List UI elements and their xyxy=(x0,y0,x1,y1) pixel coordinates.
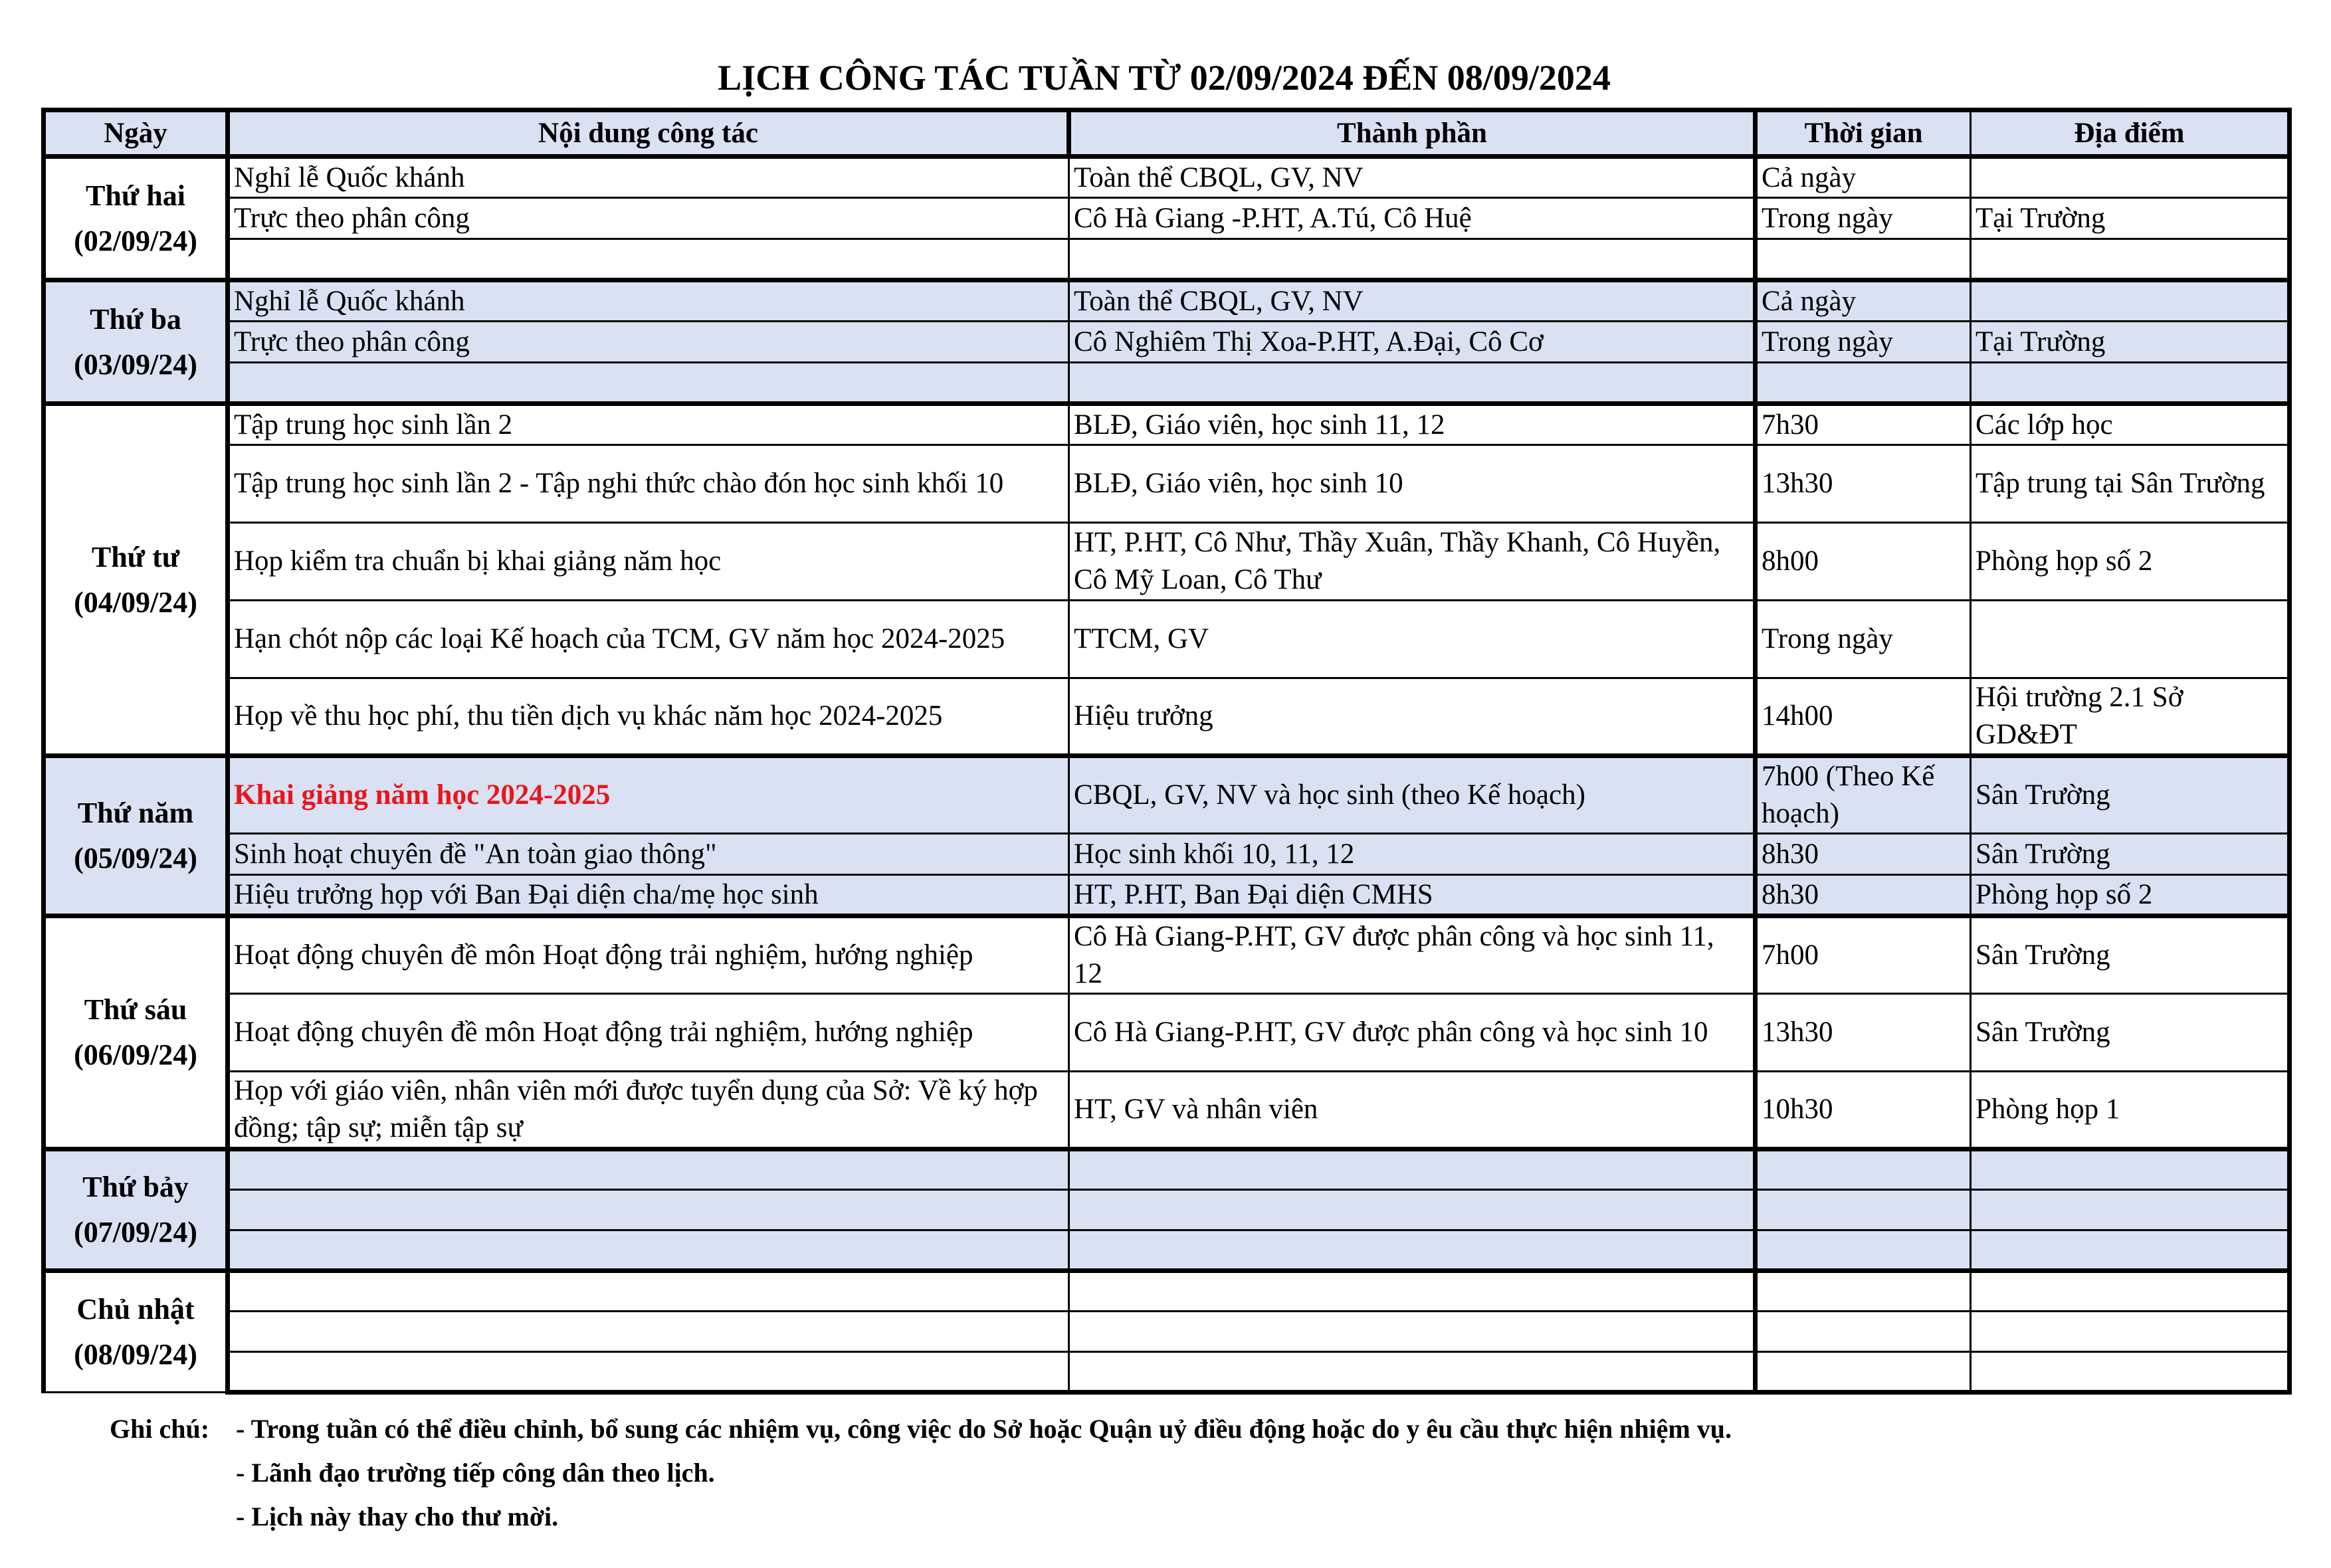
table-row xyxy=(44,239,2290,280)
table-row xyxy=(44,445,2290,523)
participants-cell: HT, GV và nhân viên xyxy=(1069,1072,1756,1149)
participants-cell: HT, P.HT, Cô Như, Thầy Xuân, Thầy Khanh, Cô Huyền, Cô Mỹ Loan, Cô Thư xyxy=(1069,523,1756,601)
content-cell xyxy=(228,1190,1069,1230)
participants-cell xyxy=(1069,1190,1756,1230)
location-cell: Phòng họp số 2 xyxy=(1971,523,2290,601)
day-group-sunday xyxy=(44,1271,2290,1393)
time-cell xyxy=(1756,1230,1971,1271)
day-cell xyxy=(44,280,228,404)
table-row xyxy=(44,198,2290,239)
table-row xyxy=(44,1072,2290,1149)
participants-cell: TTCM, GV xyxy=(1069,601,1756,678)
participants-cell: Toàn thể CBQL, GV, NV xyxy=(1069,280,1756,322)
note-item: - Trong tuần có thể điều chỉnh, bổ sung các nhiệm vụ, công việc do Sở hoặc Quận uỷ điều động hoặc do y êu cầu thực hiện nhiệm vụ. xyxy=(236,1414,1732,1444)
header-day: Ngày xyxy=(44,110,228,157)
content-cell: Trực theo phân công xyxy=(228,322,1069,363)
day-date: (05/09/24) xyxy=(74,842,197,874)
time-cell xyxy=(1756,239,1971,280)
location-cell: Sân Trường xyxy=(1971,916,2290,994)
day-cell xyxy=(44,157,228,280)
weekly-schedule-table xyxy=(41,108,2292,1395)
time-cell: Cả ngày xyxy=(1756,280,1971,322)
content-cell: Tập trung học sinh lần 2 xyxy=(228,404,1069,445)
table-row xyxy=(44,678,2290,756)
location-cell xyxy=(1971,239,2290,280)
table-row xyxy=(44,523,2290,601)
table-row xyxy=(44,363,2290,404)
day-group-friday xyxy=(44,916,2290,1149)
table-row xyxy=(44,756,2290,834)
day-date: (07/09/24) xyxy=(74,1216,197,1248)
content-cell: Nghỉ lễ Quốc khánh xyxy=(228,157,1069,198)
table-row xyxy=(44,601,2290,678)
participants-cell: Hiệu trưởng xyxy=(1069,678,1756,756)
content-cell xyxy=(228,1271,1069,1312)
participants-cell xyxy=(1069,363,1756,404)
content-cell-highlighted: Khai giảng năm học 2024-2025 xyxy=(228,756,1069,834)
participants-cell xyxy=(1069,239,1756,280)
content-cell xyxy=(228,239,1069,280)
participants-cell: CBQL, GV, NV và học sinh (theo Kế hoạch) xyxy=(1069,756,1756,834)
participants-cell: Cô Nghiêm Thị Xoa-P.HT, A.Đại, Cô Cơ xyxy=(1069,322,1756,363)
notes-label-wrap xyxy=(110,1407,229,1451)
location-cell: Phòng họp số 2 xyxy=(1971,875,2290,916)
day-cell xyxy=(44,1271,228,1393)
content-cell: Hạn chót nộp các loại Kế hoạch của TCM, GV năm học 2024-2025 xyxy=(228,601,1069,678)
day-name: Thứ tư xyxy=(91,540,180,573)
day-name: Chủ nhật xyxy=(76,1293,195,1325)
table-row xyxy=(44,834,2290,875)
location-cell: Tập trung tại Sân Trường xyxy=(1971,445,2290,523)
location-cell: Sân Trường xyxy=(1971,994,2290,1072)
note-item: - Lịch này thay cho thư mời. xyxy=(236,1502,559,1531)
table-row xyxy=(44,322,2290,363)
day-date: (08/09/24) xyxy=(74,1338,197,1371)
day-name: Thứ hai xyxy=(86,179,185,212)
participants-cell: Cô Hà Giang-P.HT, GV được phân công và học sinh 10 xyxy=(1069,994,1756,1072)
day-group-monday xyxy=(44,157,2290,280)
time-cell: 13h30 xyxy=(1756,994,1971,1072)
time-cell: 10h30 xyxy=(1756,1072,1971,1149)
location-cell: Hội trường 2.1 Sở GD&ĐT xyxy=(1971,678,2290,756)
day-date: (04/09/24) xyxy=(74,585,197,619)
location-cell xyxy=(1971,1230,2290,1271)
location-cell xyxy=(1971,1149,2290,1190)
time-cell xyxy=(1756,1190,1971,1230)
content-cell xyxy=(228,1230,1069,1271)
time-cell: 8h00 xyxy=(1756,523,1971,601)
participants-cell: Cô Hà Giang -P.HT, A.Tú, Cô Huệ xyxy=(1069,198,1756,239)
location-cell xyxy=(1971,363,2290,404)
location-cell xyxy=(1971,1312,2290,1352)
content-cell xyxy=(228,1149,1069,1190)
table-row xyxy=(44,994,2290,1072)
header-time: Thời gian xyxy=(1756,110,1971,157)
day-group-thursday xyxy=(44,756,2290,916)
table-row xyxy=(44,916,2290,994)
time-cell xyxy=(1756,1271,1971,1312)
time-cell: 14h00 xyxy=(1756,678,1971,756)
participants-cell: Toàn thể CBQL, GV, NV xyxy=(1069,157,1756,198)
time-cell: 8h30 xyxy=(1756,875,1971,916)
content-cell: Họp với giáo viên, nhân viên mới được tuyển dụng của Sở: Về ký hợp đồng; tập sự; miễn tập sự xyxy=(228,1072,1069,1149)
time-cell xyxy=(1756,363,1971,404)
table-row xyxy=(44,1352,2290,1393)
time-cell: 7h00 xyxy=(1756,916,1971,994)
day-date: (06/09/24) xyxy=(74,1038,197,1071)
time-cell: 13h30 xyxy=(1756,445,1971,523)
location-cell xyxy=(1971,280,2290,322)
day-cell xyxy=(44,404,228,756)
table-row xyxy=(44,280,2290,322)
participants-cell: BLĐ, Giáo viên, học sinh 11, 12 xyxy=(1069,404,1756,445)
time-cell: Trong ngày xyxy=(1756,601,1971,678)
location-cell: Phòng họp 1 xyxy=(1971,1072,2290,1149)
page-title: LỊCH CÔNG TÁC TUẦN TỪ 02/09/2024 ĐẾN 08/09/2024 xyxy=(718,58,1611,98)
day-group-saturday xyxy=(44,1149,2290,1271)
header-content: Nội dung công tác xyxy=(228,110,1069,157)
notes-list xyxy=(236,1407,2229,1539)
participants-cell: Cô Hà Giang-P.HT, GV được phân công và học sinh 11, 12 xyxy=(1069,916,1756,994)
content-cell: Hoạt động chuyên đề môn Hoạt động trải nghiệm, hướng nghiệp xyxy=(228,994,1069,1072)
day-name: Thứ bảy xyxy=(82,1171,189,1203)
content-cell: Hoạt động chuyên đề môn Hoạt động trải nghiệm, hướng nghiệp xyxy=(228,916,1069,994)
location-cell: Sân Trường xyxy=(1971,834,2290,875)
table-row xyxy=(44,1149,2290,1190)
note-item: - Lãnh đạo trường tiếp công dân theo lịch. xyxy=(236,1458,715,1488)
location-cell xyxy=(1971,1190,2290,1230)
participants-cell: HT, P.HT, Ban Đại diện CMHS xyxy=(1069,875,1756,916)
table-row xyxy=(44,404,2290,445)
location-cell xyxy=(1971,157,2290,198)
time-cell xyxy=(1756,1352,1971,1393)
table-row xyxy=(44,1271,2290,1312)
content-cell: Hiệu trưởng họp với Ban Đại diện cha/mẹ học sinh xyxy=(228,875,1069,916)
participants-cell: Học sinh khối 10, 11, 12 xyxy=(1069,834,1756,875)
table-row xyxy=(44,157,2290,198)
content-cell: Trực theo phân công xyxy=(228,198,1069,239)
table-header-row xyxy=(44,110,2290,157)
participants-cell xyxy=(1069,1352,1756,1393)
table-row xyxy=(44,1190,2290,1230)
location-cell: Các lớp học xyxy=(1971,404,2290,445)
table-row xyxy=(44,1230,2290,1271)
header-participants: Thành phần xyxy=(1069,110,1756,157)
time-cell: 7h00 (Theo Kế hoạch) xyxy=(1756,756,1971,834)
day-name: Thứ năm xyxy=(77,797,194,829)
table-row xyxy=(44,1312,2290,1352)
day-group-wednesday xyxy=(44,404,2290,756)
time-cell: Trong ngày xyxy=(1756,322,1971,363)
content-cell: Sinh hoạt chuyên đề "An toàn giao thông" xyxy=(228,834,1069,875)
participants-cell xyxy=(1069,1230,1756,1271)
day-name: Thứ sáu xyxy=(84,993,187,1026)
day-cell xyxy=(44,916,228,1149)
content-cell xyxy=(228,1352,1069,1393)
location-cell xyxy=(1971,1352,2290,1393)
participants-cell xyxy=(1069,1312,1756,1352)
content-cell xyxy=(228,363,1069,404)
time-cell: Trong ngày xyxy=(1756,198,1971,239)
location-cell xyxy=(1971,1271,2290,1312)
day-name: Thứ ba xyxy=(90,302,181,336)
time-cell: Cả ngày xyxy=(1756,157,1971,198)
day-date: (03/09/24) xyxy=(74,347,197,381)
content-cell: Nghỉ lễ Quốc khánh xyxy=(228,280,1069,322)
participants-cell: BLĐ, Giáo viên, học sinh 10 xyxy=(1069,445,1756,523)
time-cell xyxy=(1756,1312,1971,1352)
day-cell xyxy=(44,756,228,916)
location-cell: Tại Trường xyxy=(1971,198,2290,239)
time-cell: 8h30 xyxy=(1756,834,1971,875)
header-location: Địa điểm xyxy=(1971,110,2290,157)
time-cell xyxy=(1756,1149,1971,1190)
location-cell: Tại Trường xyxy=(1971,322,2290,363)
participants-cell xyxy=(1069,1271,1756,1312)
content-cell: Tập trung học sinh lần 2 - Tập nghi thức chào đón học sinh khối 10 xyxy=(228,445,1069,523)
time-cell: 7h30 xyxy=(1756,404,1971,445)
day-cell xyxy=(44,1149,228,1271)
table-row xyxy=(44,875,2290,916)
notes-label: Ghi chú: xyxy=(110,1414,210,1444)
participants-cell xyxy=(1069,1149,1756,1190)
content-cell: Họp về thu học phí, thu tiền dịch vụ khác năm học 2024-2025 xyxy=(228,678,1069,756)
content-cell: Họp kiểm tra chuẩn bị khai giảng năm học xyxy=(228,523,1069,601)
location-cell: Sân Trường xyxy=(1971,756,2290,834)
day-group-tuesday xyxy=(44,280,2290,404)
content-cell xyxy=(228,1312,1069,1352)
location-cell xyxy=(1971,601,2290,678)
day-date: (02/09/24) xyxy=(74,224,197,257)
